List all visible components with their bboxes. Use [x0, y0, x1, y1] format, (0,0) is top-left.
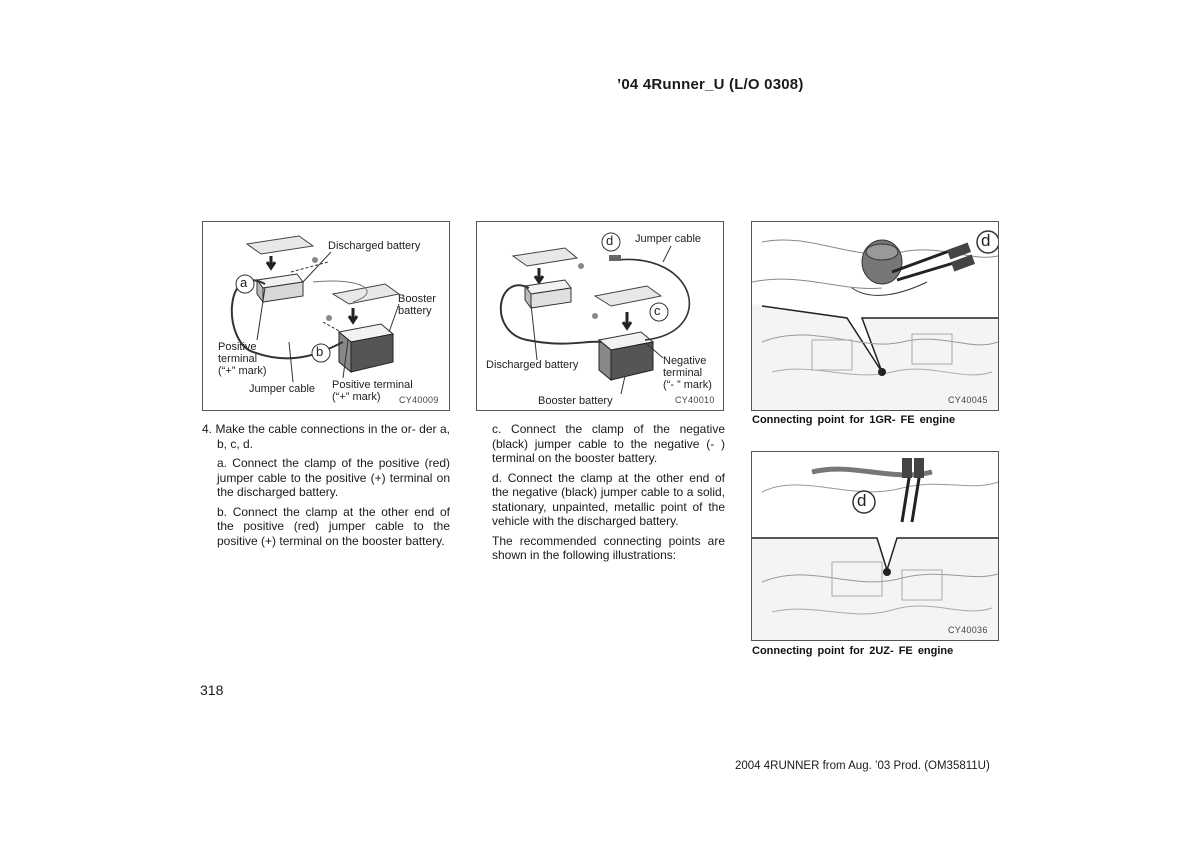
letter-d: d [981, 231, 991, 250]
step-b: b. Connect the clamp at the other end of the positive (red) jumper cable to the positive (+) terminal on the booster battery. [217, 504, 450, 548]
figure-positive-connection [202, 221, 450, 411]
figure-code: CY40010 [675, 395, 715, 405]
figure-2uz-engine [751, 451, 999, 641]
footer: 2004 4RUNNER from Aug. ’03 Prod. (OM35811U) [735, 760, 990, 772]
page-number: 318 [200, 682, 224, 698]
step-c: c. Connect the clamp of the negative (black) jumper cable to the negative (- ) terminal on the booster battery. [492, 422, 725, 465]
caption-2uz: Connecting point for 2UZ- FE engine [752, 645, 954, 657]
caption-1gr: Connecting point for 1GR- FE engine [752, 414, 956, 426]
engine-1gr-illustration [752, 222, 998, 410]
engine-2uz-illustration [752, 452, 998, 640]
figure-negative-connection [476, 221, 724, 411]
figure-code: CY40036 [948, 625, 988, 635]
header-title: ’04 4Runner_U (L/O 0308) [617, 76, 804, 93]
label-discharged-battery: Discharged battery [328, 240, 421, 252]
letter-c: c [654, 303, 661, 318]
letter-d: d [606, 233, 614, 248]
label-booster-battery: Booster battery [398, 293, 436, 317]
step-a: a. Connect the clamp of the positive (red) jumper cable to the positive (+) terminal on the discharged battery. [217, 456, 450, 499]
label-positive-terminal-left: Positive terminal (“+” mark) [218, 341, 267, 377]
instructions-column-1 [202, 422, 450, 553]
note-connecting-points: The recommended connecting points are shown in the following illustrations: [492, 533, 725, 562]
label-positive-terminal-right: Positive terminal (“+” mark) [332, 379, 413, 403]
letter-d: d [857, 491, 867, 510]
label-booster-battery: Booster battery [538, 395, 613, 407]
label-jumper-cable: Jumper cable [249, 383, 316, 395]
letter-a: a [240, 275, 248, 290]
letter-b: b [316, 344, 324, 359]
label-discharged-battery: Discharged battery [486, 359, 579, 371]
figure-1gr-engine [751, 221, 999, 411]
label-negative-terminal: Negative terminal (“- ” mark) [663, 355, 712, 391]
figure-code: CY40009 [399, 395, 439, 405]
label-jumper-cable: Jumper cable [635, 233, 702, 245]
step-4: 4. Make the cable connections in the or- der a, b, c, d. [202, 422, 450, 451]
instructions-column-2 [492, 422, 725, 568]
step-d: d. Connect the clamp at the other end of the negative (black) jumper cable to a solid, stationary, unpainted, metallic point of the vehicle with the discharged battery. [492, 470, 725, 528]
figure-code: CY40045 [948, 395, 988, 405]
